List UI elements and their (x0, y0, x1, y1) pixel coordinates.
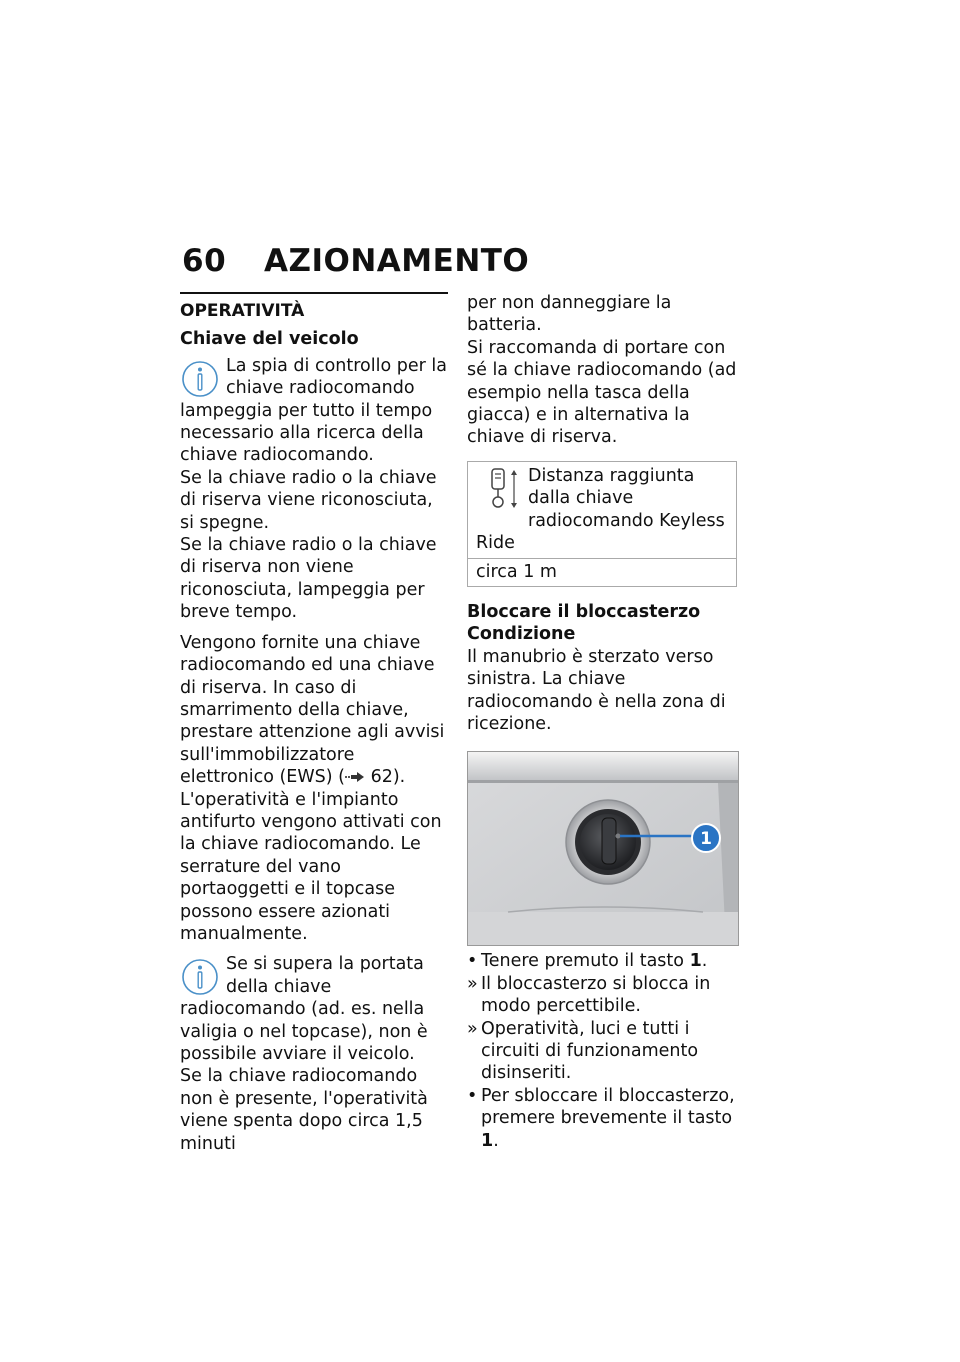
info-icon (180, 359, 222, 399)
procedure-steps (467, 950, 739, 1152)
chapter-title: AZIONAMENTO (264, 243, 530, 279)
photo-callout-1: 1 (700, 829, 712, 850)
right-column (467, 292, 739, 1152)
section-rule (180, 292, 448, 294)
section-title: OPERATIVITÀ (180, 301, 305, 321)
info-note-1 (180, 355, 450, 467)
paragraph-not-recognized: Se la chiave radio o la chiave di riserva non viene riconosciuta, lampeggia per breve tempo. (180, 535, 437, 623)
paragraph-condition: Il manubrio è sterzato verso sinistra. La chiave radiocomando è nella zona di ricezione. (467, 646, 726, 734)
info-text-1: La spia di controllo per la chiave radiocomando lampeggia per tutto il tempo necessario alla ricerca della chiave radiocomando. (180, 355, 447, 466)
subhead-lock-steering: Bloccare il bloccasterzo (467, 601, 701, 622)
paragraph-recognized: Se la chiave radio o la chiave di riserva viene riconosciuta, si spegne. (180, 467, 437, 533)
spec-table (467, 461, 737, 587)
page-reference: 62). (370, 767, 406, 788)
paragraph-battery: per non danneggiare la batteria. (467, 293, 672, 336)
page-number: 60 (182, 243, 227, 279)
subhead-condition: Condizione (467, 624, 576, 645)
paragraph-recommendation: Si raccomanda di portare con sé la chiave radiocomando (ad esempio nella tasca della giacca) e in alternativa la chiave di riserva. (467, 337, 737, 448)
info-icon (180, 957, 222, 997)
list-item: • Tenere premuto il tasto 1. (467, 951, 708, 972)
page-header (182, 243, 529, 279)
left-column (180, 292, 450, 1155)
paragraph-keys-supplied: Vengono fornite una chiave radiocomando ed una chiave di riserva. In caso di smarrimento della chiave, prestare attenzione agli avvisi sull'immobilizzatore elettronico (EWS) ( 62). (180, 632, 445, 788)
info-note-2 (180, 953, 450, 1065)
spec-label-cell (468, 462, 736, 560)
list-item: » Il bloccasterzo si blocca in modo percettibile. (467, 973, 711, 1017)
list-item: • Per sbloccare il bloccasterzo, premere brevemente il tasto 1. (467, 1085, 735, 1151)
steering-lock-button-photo (467, 751, 739, 946)
subhead-vehicle-key: Chiave del veicolo (180, 329, 359, 350)
spec-label: Distanza raggiunta dalla chiave radiocomando Keyless Ride (476, 465, 725, 554)
spec-value: circa 1 m (476, 562, 557, 583)
keyless-range-icon (480, 467, 520, 511)
paragraph-auto-off: Se la chiave radiocomando non è presente, l'operatività viene spenta dopo circa 1,5 minuti (180, 1066, 428, 1154)
info-text-2: Se si supera la portata della chiave radiocomando (ad. es. nella valigia o nel topcase), non è possibile avviare il veicolo. (180, 954, 428, 1064)
list-item: » Operatività, luci e tutti i circuiti di funzionamento disinseriti. (467, 1018, 699, 1084)
page-reference-arrow-icon (345, 771, 365, 783)
paragraph-antitheft: L'operatività e l'impianto antifurto vengono attivati con la chiave radiocomando. Le serrature del vano portaoggetti e il topcase possono essere azionati manualmente. (180, 789, 442, 944)
